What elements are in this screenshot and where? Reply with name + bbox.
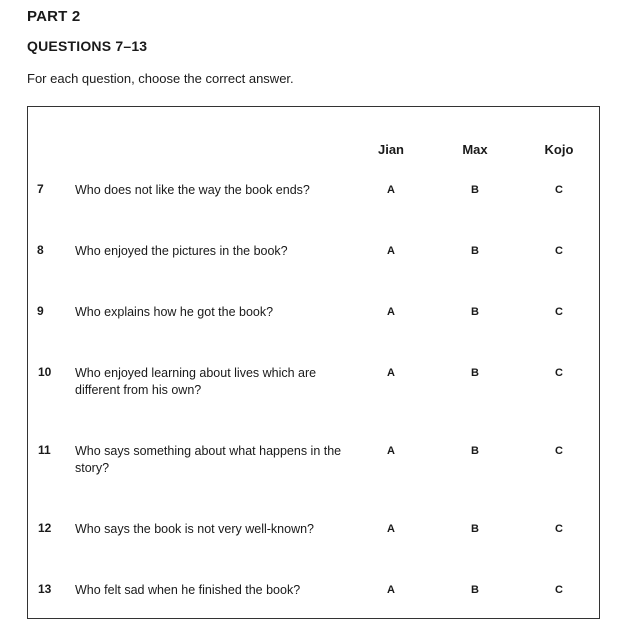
option-a[interactable]: A xyxy=(387,584,395,596)
part-title: PART 2 xyxy=(27,8,81,25)
question-text: Who says something about what happens in the story? xyxy=(75,444,342,475)
option-c[interactable]: C xyxy=(555,445,563,457)
question-number: 7 xyxy=(37,182,44,196)
question-number: 9 xyxy=(37,304,44,318)
option-b[interactable]: B xyxy=(471,245,479,257)
option-a[interactable]: A xyxy=(387,367,395,379)
option-b[interactable]: B xyxy=(471,523,479,535)
option-c[interactable]: C xyxy=(555,367,563,379)
question-number: 10 xyxy=(38,365,52,379)
questions-title: QUESTIONS 7–13 xyxy=(27,38,148,54)
option-c[interactable]: C xyxy=(555,306,563,318)
option-b[interactable]: B xyxy=(471,584,479,596)
option-c[interactable]: C xyxy=(555,245,563,257)
option-a[interactable]: A xyxy=(387,245,395,257)
option-a[interactable]: A xyxy=(387,445,395,457)
option-b[interactable]: B xyxy=(471,306,479,318)
option-c[interactable]: C xyxy=(555,184,563,196)
question-text: Who enjoyed the pictures in the book? xyxy=(75,244,288,258)
option-a[interactable]: A xyxy=(387,184,395,196)
question-text: Who enjoyed learning about lives which are different from his own? xyxy=(75,366,317,397)
option-b[interactable]: B xyxy=(471,445,479,457)
question-number: 11 xyxy=(38,443,51,457)
question-number: 12 xyxy=(38,521,52,535)
question-number: 8 xyxy=(37,243,44,257)
option-b[interactable]: B xyxy=(471,184,479,196)
column-header-max: Max xyxy=(462,142,488,157)
column-header-kojo: Kojo xyxy=(544,142,574,157)
question-text: Who says the book is not very well-known? xyxy=(75,522,314,536)
question-text: Who does not like the way the book ends? xyxy=(75,183,310,197)
question-number: 13 xyxy=(38,582,52,596)
option-c[interactable]: C xyxy=(555,584,563,596)
question-text: Who felt sad when he finished the book? xyxy=(75,583,301,597)
option-b[interactable]: B xyxy=(471,367,479,379)
option-a[interactable]: A xyxy=(387,306,395,318)
question-text: Who explains how he got the book? xyxy=(75,305,274,319)
column-header-jian: Jian xyxy=(377,142,404,157)
instruction-text: For each question, choose the correct answer. xyxy=(27,71,294,86)
option-c[interactable]: C xyxy=(555,523,563,535)
option-a[interactable]: A xyxy=(387,523,395,535)
